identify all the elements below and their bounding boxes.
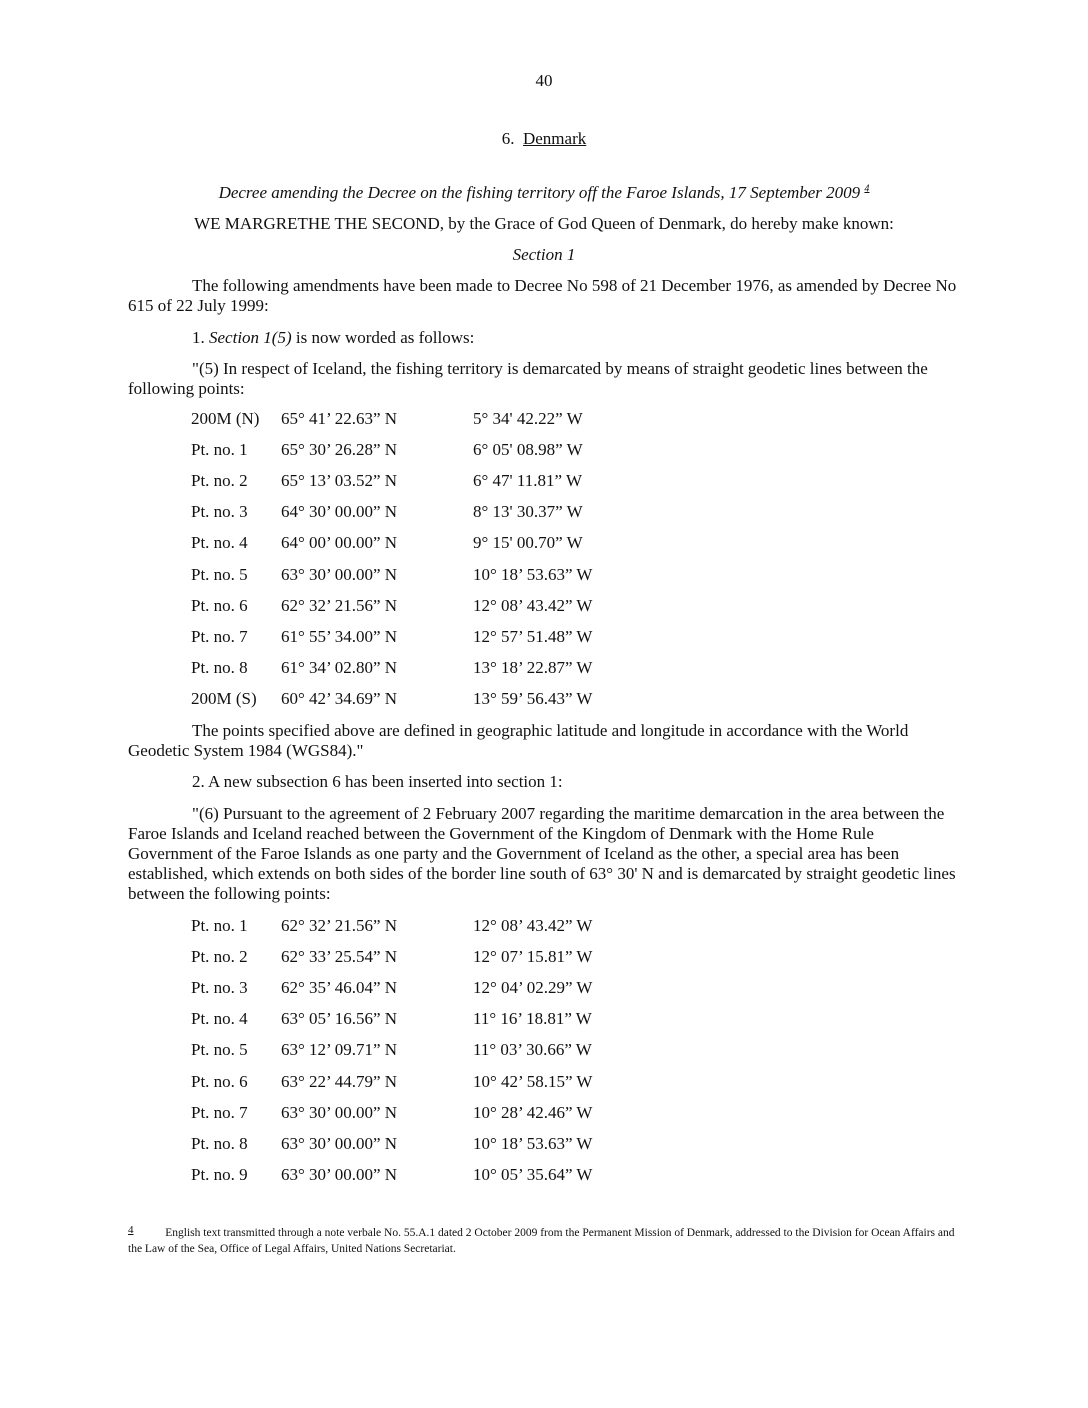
longitude: 10° 05’ 35.64” W (473, 1164, 593, 1184)
point-label: Pt. no. 3 (191, 502, 248, 522)
latitude: 63° 05’ 16.56” N (281, 1009, 398, 1029)
longitude: 12° 08’ 43.42” W (473, 595, 593, 615)
longitude: 10° 18’ 53.63” W (473, 1133, 593, 1153)
proclamation: WE MARGRETHE THE SECOND, by the Grace of God Queen of Denmark, do hereby make known: (194, 214, 894, 233)
point-label: Pt. no. 7 (191, 626, 248, 646)
latitude: 62° 32’ 21.56” N (281, 916, 398, 935)
item-1-ref: Section 1(5) (209, 328, 292, 347)
latitude: 65° 41’ 22.63” N (281, 409, 398, 428)
latitude: 63° 30’ 00.00” N (281, 1133, 398, 1153)
wgs84-paragraph: The points specified above are defined in geographic latitude and longitude in accordance with the World Geodetic System 1984 (WGS84)." (128, 721, 909, 760)
longitude: 9° 15' 00.70” W (473, 533, 583, 553)
point-label: Pt. no. 8 (191, 1133, 248, 1153)
longitude: 12° 04’ 02.29” W (473, 978, 593, 998)
latitude: 62° 33’ 25.54” N (281, 947, 398, 967)
item-2: 2. A new subsection 6 has been inserted into section 1: (192, 772, 563, 791)
latitude: 63° 12’ 09.71” N (281, 1040, 398, 1060)
point-label: Pt. no. 8 (191, 657, 248, 677)
item-1 (128, 328, 960, 348)
longitude: 6° 05' 08.98” W (473, 440, 583, 460)
latitude: 61° 55’ 34.00” N (281, 626, 398, 646)
point-label: 200M (S) (191, 688, 257, 708)
latitude: 64° 00’ 00.00” N (281, 533, 398, 553)
point-label: Pt. no. 3 (191, 978, 248, 998)
longitude: 12° 08’ 43.42” W (473, 916, 593, 935)
decree-title-text: Decree amending the Decree on the fishing territory off the Faroe Islands, 17 September 2009 (218, 183, 861, 202)
latitude: 60° 42’ 34.69” N (281, 688, 398, 708)
point-label: Pt. no. 6 (191, 1071, 248, 1091)
latitude: 63° 30’ 00.00” N (281, 564, 398, 584)
longitude: 13° 18’ 22.87” W (473, 657, 593, 677)
point-label: Pt. no. 2 (191, 471, 248, 491)
latitude: 63° 30’ 00.00” N (281, 1102, 398, 1122)
footnote-text: English text transmitted through a note verbale No. 55.A.1 dated 2 October 2009 from the Permanent Mission of Denmark, addressed to the Division for Ocean Affairs and the Law of the Sea, Office of Legal Affairs, United Nations Secretariat. (128, 1227, 955, 1255)
item-1-suffix: is now worded as follows: (291, 328, 475, 347)
quote-subsection-6: "(6) Pursuant to the agreement of 2 February 2007 regarding the maritime demarcation in the area between the Faroe Islands and Iceland reached between the Government of the Kingdom of Denmark with the Home Rule Government of the Faroe Islands as one party and the Government of Iceland as the other, a special area has been established, which extends on both sides of the border line south of 63° 30' N and is demarcated by straight geodetic lines between the following points: (128, 804, 956, 903)
heading-country: Denmark (522, 129, 587, 148)
point-label: 200M (N) (191, 409, 260, 428)
point-label: Pt. no. 1 (191, 440, 248, 460)
longitude: 12° 07’ 15.81” W (473, 947, 593, 967)
longitude: 5° 34' 42.22” W (473, 409, 583, 428)
point-label: Pt. no. 6 (191, 595, 248, 615)
longitude: 11° 16’ 18.81” W (473, 1009, 592, 1029)
point-label: Pt. no. 5 (191, 564, 248, 584)
footnote-marker: 4 (128, 1224, 134, 1236)
point-label: Pt. no. 5 (191, 1040, 248, 1060)
latitude: 65° 30’ 26.28” N (281, 440, 398, 460)
longitude: 13° 59’ 56.43” W (473, 688, 593, 708)
point-label: Pt. no. 4 (191, 533, 248, 553)
latitude: 64° 30’ 00.00” N (281, 502, 398, 522)
point-label: Pt. no. 7 (191, 1102, 248, 1122)
latitude: 65° 13’ 03.52” N (281, 471, 398, 491)
latitude: 63° 30’ 00.00” N (281, 1164, 398, 1184)
quote-subsection-5: "(5) In respect of Iceland, the fishing territory is demarcated by means of straight geodetic lines between the following points: (128, 359, 928, 398)
longitude: 10° 18’ 53.63” W (473, 564, 593, 584)
longitude: 6° 47' 11.81” W (473, 471, 583, 491)
point-label: Pt. no. 2 (191, 947, 248, 967)
intro-paragraph: The following amendments have been made to Decree No 598 of 21 December 1976, as amended by Decree No 615 of 22 July 1999: (128, 276, 957, 315)
point-label: Pt. no. 4 (191, 1009, 248, 1029)
longitude: 11° 03’ 30.66” W (473, 1040, 592, 1060)
latitude: 61° 34’ 02.80” N (281, 657, 398, 677)
longitude: 8° 13' 30.37” W (473, 502, 583, 522)
page-number: 40 (535, 71, 553, 90)
longitude: 10° 42’ 58.15” W (473, 1071, 593, 1091)
item-1-prefix: 1. (192, 328, 209, 347)
section-1-heading: Section 1 (512, 245, 576, 264)
point-label: Pt. no. 9 (191, 1164, 248, 1184)
longitude: 10° 28’ 42.46” W (473, 1102, 593, 1122)
section-heading-country (0, 129, 1088, 149)
footnote-ref-4[interactable]: 4 (864, 183, 870, 195)
longitude: 12° 57’ 51.48” W (473, 626, 593, 646)
latitude: 63° 22’ 44.79” N (281, 1071, 398, 1091)
decree-title (0, 183, 1088, 203)
heading-number: 6. (501, 129, 515, 148)
latitude: 62° 35’ 46.04” N (281, 978, 398, 998)
point-label: Pt. no. 1 (191, 916, 248, 935)
footnote-4 (128, 1222, 960, 1257)
latitude: 62° 32’ 21.56” N (281, 595, 398, 615)
